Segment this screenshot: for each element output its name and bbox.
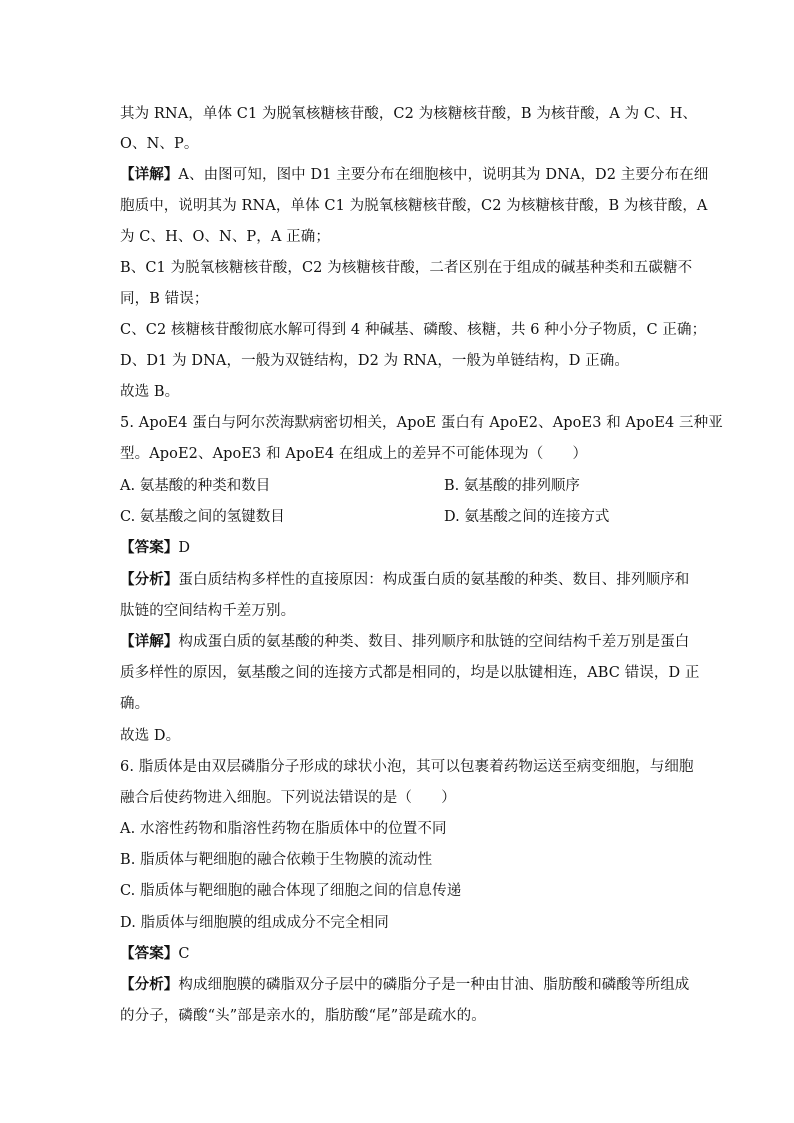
q4-tail-line-1: 其为 RNA，单体 C1 为脱氧核糖核苷酸，C2 为核糖核苷酸，B 为核苷酸，A 为 C、H、 <box>120 106 698 122</box>
q4-d-line: D、D1 为 DNA，一般为双链结构，D2 为 RNA，一般为单链结构，D 正确。 <box>120 353 629 369</box>
q4-detail-text-1: A、由图可知，图中 D1 主要分布在细胞核中，说明其为 DNA，D2 主要分布在细 <box>178 167 709 183</box>
q5-detail-line-1 <box>120 632 689 652</box>
q5-stem-line-2: 型。ApoE2、ApoE3 和 ApoE4 在组成上的差异不可能体现为（ ） <box>120 446 588 462</box>
q6-option-a: A. 水溶性药物和脂溶性药物在脂质体中的位置不同 <box>120 821 447 837</box>
q6-option-d: D. 脂质体与细胞膜的组成成分不完全相同 <box>120 915 389 931</box>
q5-option-d: D. 氨基酸之间的连接方式 <box>444 509 610 525</box>
q5-option-b: B. 氨基酸的排列顺序 <box>444 478 580 494</box>
q6-analysis-text-1: 构成细胞膜的磷脂双分子层中的磷脂分子是一种由甘油、脂肪酸和磷酸等所组成 <box>178 977 690 993</box>
q4-detail-line-3: 为 C、H、O、N、P，A 正确； <box>120 229 330 245</box>
q5-detail-line-3: 确。 <box>120 696 150 712</box>
q5-choose: 故选 D。 <box>120 728 181 744</box>
analysis-tag: 【分析】 <box>120 571 179 588</box>
q4-tail-line-2: O、N、P。 <box>120 136 199 152</box>
detail-tag: 【详解】 <box>120 633 179 650</box>
q5-option-a: A. 氨基酸的种类和数目 <box>120 478 271 494</box>
q5-option-c: C. 氨基酸之间的氢键数目 <box>120 509 285 525</box>
q4-detail-line-1 <box>120 165 708 185</box>
answer-tag: 【答案】 <box>120 945 179 962</box>
q5-detail-line-2: 质多样性的原因，氨基酸之间的连接方式都是相同的，均是以肽键相连，ABC 错误，D 正 <box>120 665 700 681</box>
q5-analysis-line-1 <box>120 570 689 590</box>
q6-stem-line-1: 6. 脂质体是由双层磷脂分子形成的球状小泡，其可以包裹着药物运送至病变细胞，与细胞 <box>120 759 694 775</box>
answer-tag: 【答案】 <box>120 539 179 556</box>
q4-c-line: C、C2 核糖核苷酸彻底水解可得到 4 种碱基、磷酸、核糖，共 6 种小分子物质，C 正确； <box>120 322 707 338</box>
q6-stem-line-2: 融合后使药物进入细胞。下列说法错误的是（ ） <box>120 790 456 806</box>
q5-answer-value: D <box>178 540 191 556</box>
q6-answer-value: C <box>178 946 190 962</box>
q5-stem-line-1: 5. ApoE4 蛋白与阿尔茨海默病密切相关，ApoE 蛋白有 ApoE2、ApoE3 和 ApoE4 三种亚 <box>120 415 723 431</box>
q6-analysis-line-2: 的分子，磷酸“头”部是亲水的，脂肪酸“尾”部是疏水的。 <box>120 1008 486 1024</box>
q6-option-c: C. 脂质体与靶细胞的融合体现了细胞之间的信息传递 <box>120 883 462 899</box>
q6-analysis-line-1 <box>120 975 689 995</box>
q5-detail-text-1: 构成蛋白质的氨基酸的种类、数目、排列顺序和肽链的空间结构千差万别是蛋白 <box>178 634 690 650</box>
analysis-tag: 【分析】 <box>120 976 179 993</box>
q5-analysis-line-2: 肽链的空间结构千差万别。 <box>120 603 296 619</box>
q4-b-line-2: 同，B 错误； <box>120 291 209 307</box>
q5-analysis-text-1: 蛋白质结构多样性的直接原因：构成蛋白质的氨基酸的种类、数目、排列顺序和 <box>178 572 690 588</box>
q4-choose: 故选 B。 <box>120 384 180 400</box>
q6-option-b: B. 脂质体与靶细胞的融合依赖于生物膜的流动性 <box>120 852 433 868</box>
q4-detail-line-2: 胞质中，说明其为 RNA，单体 C1 为脱氧核糖核苷酸，C2 为核糖核苷酸，B 为核苷酸，A <box>120 198 708 214</box>
q5-answer <box>120 538 190 558</box>
detail-tag: 【详解】 <box>120 166 179 183</box>
q4-b-line-1: B、C1 为脱氧核糖核苷酸，C2 为核糖核苷酸，二者区别在于组成的碱基种类和五碳糖不 <box>120 260 693 276</box>
q6-answer <box>120 944 190 964</box>
